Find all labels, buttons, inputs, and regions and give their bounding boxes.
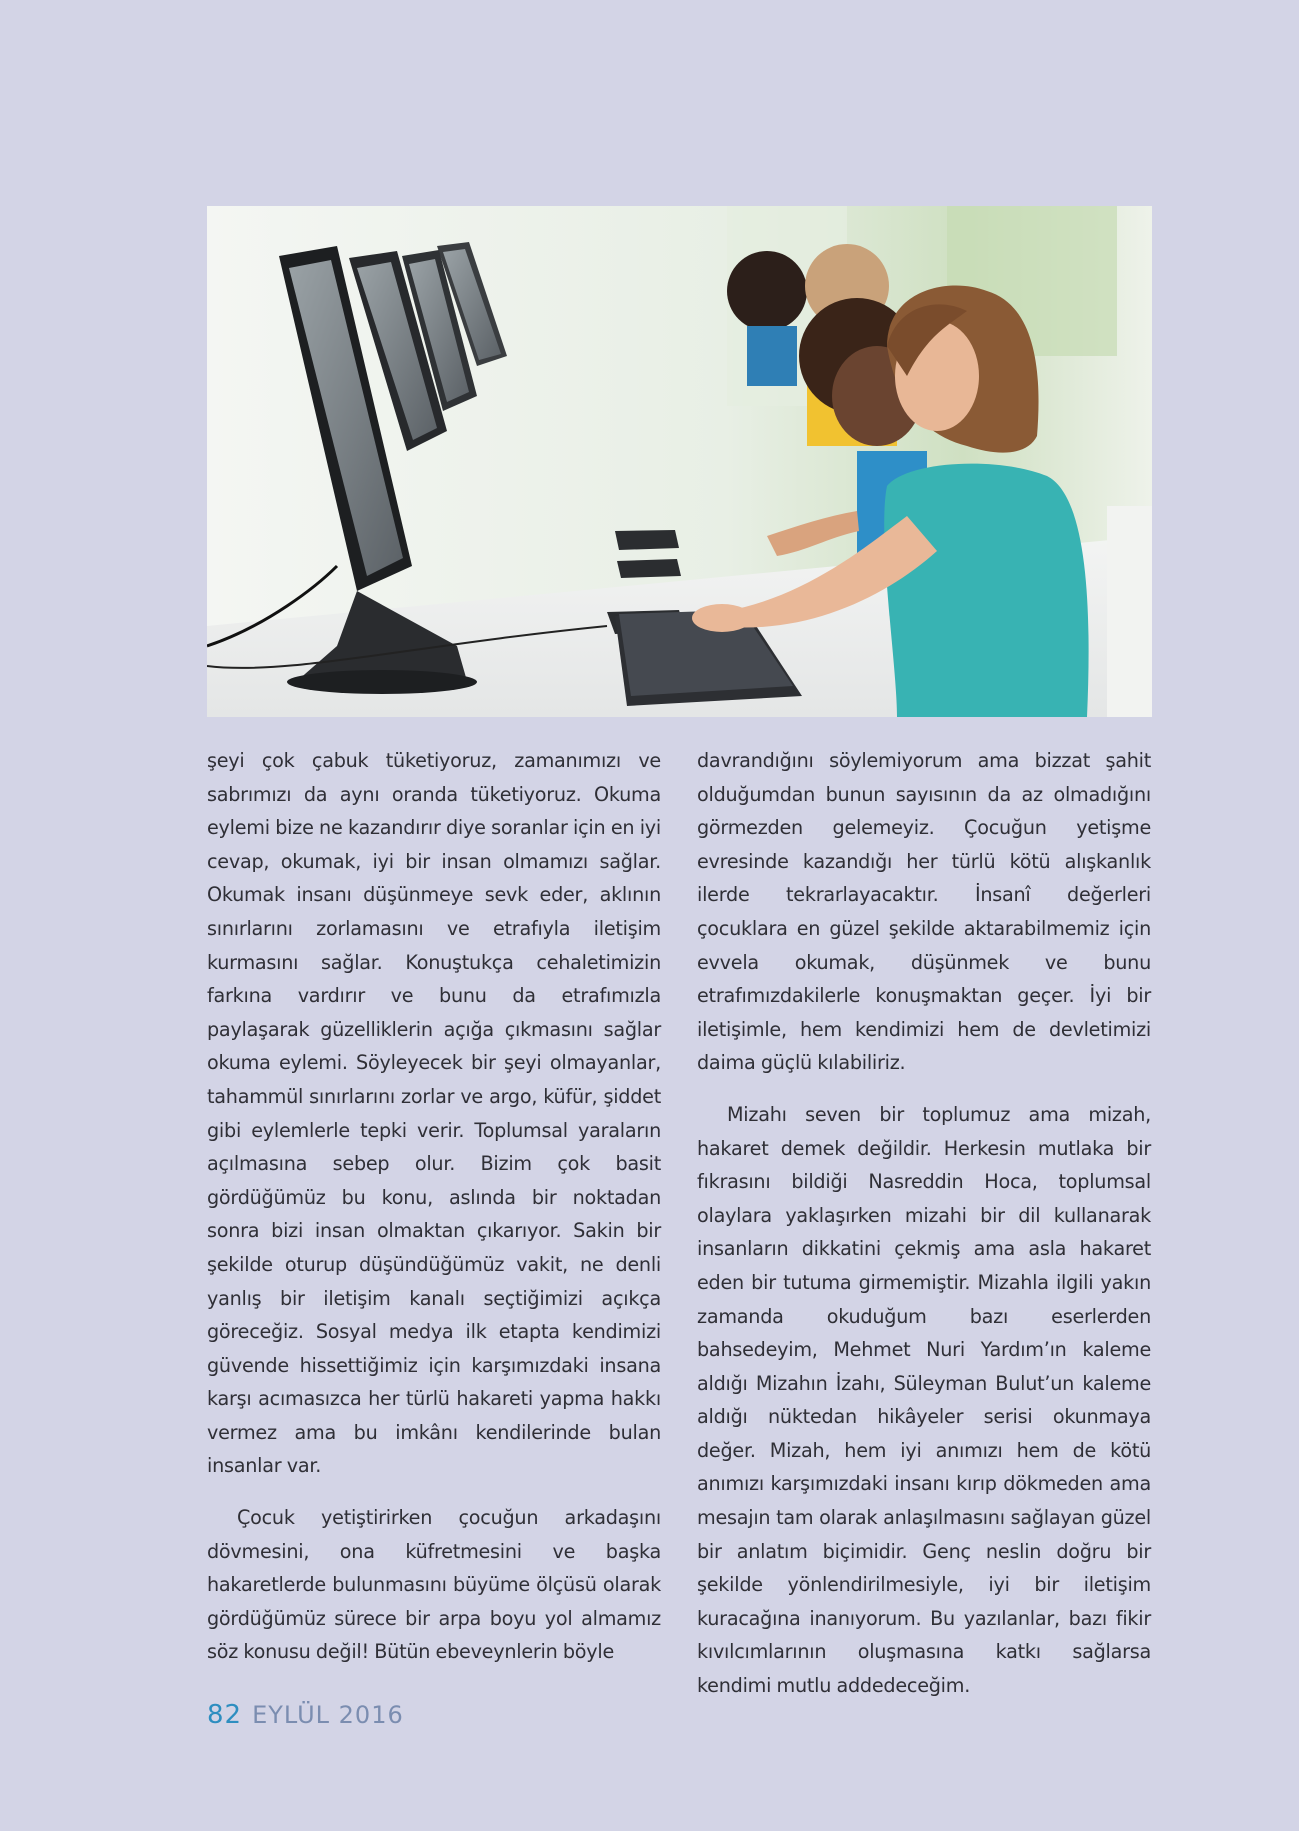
issue-date: EYLÜL 2016 — [252, 1701, 404, 1729]
children-at-computers-photo — [207, 206, 1152, 717]
article-column-right — [697, 744, 1151, 1703]
paragraph: Çocuk yetiştirirken çocuğun arkadaşını dövmesini, ona küfretmesini ve başka hakaretlerde bulunmasını büyüme ölçüsü olarak gördüğümüz sürece bir arpa boyu yol almamız söz konusu değil! Bütün ebeveynlerin böyle — [207, 1506, 661, 1664]
paragraph: davrandığını söylemiyorum ama bizzat şahit olduğumdan bunun sayısının da az olmadığını görmezden gelemeyiz. Çocuğun yetişme evresinde kazandığı her türlü kötü alışkanlık ilerde tekrarlayacaktır. İnsanî değerleri çocuklara en güzel şekilde aktarabilmemiz için evvela okumak, düşünmek ve bunu etrafımızdakilerle konuşmaktan geçer. İyi bir iletişimle, hem kendimizi hem de devletimizi daima güçlü kılabiliriz. — [697, 749, 1151, 1075]
article-column-left — [207, 744, 661, 1669]
paragraph: şeyi çok çabuk tüketiyoruz, zamanımızı ve sabrımızı da aynı oranda tüketiyoruz. Okuma eylemi bize ne kazandırır diye soranlar için en iyi cevap, okumak, iyi bir insan olmamızı sağlar. Okumak insanı düşünmeye sevk eder, aklının sınırlarını zorlamasını ve etrafıyla iletişim kurmasını sağlar. Konuştukça cehaletimizin farkına vardırır ve bunu da etrafımızla paylaşarak güzelliklerin açığa çıkmasını sağlar okuma eylemi. Söyleyecek bir şeyi olmayanlar, tahammül sınırlarını zorlar ve argo, küfür, şiddet gibi eylemlerle tepki verir. Toplumsal yaraların açılmasına sebep olur. Bizim çok basit gördüğümüz bu konu, aslında bir noktadan sonra bizi insan olmaktan çıkarıyor. Sakin bir şekilde oturup düşündüğümüz vakit, ne denli yanlış bir iletişim kanalı seçtiğimizi açıkça göreceğiz. Sosyal medya ilk etapta kendimizi güvende hissettiğimiz için karşımızdaki insana karşı acımasızca her türlü hakareti yapma hakkı vermez ama bu imkânı kendilerinde bulan insanlar var. — [207, 749, 661, 1478]
page-footer — [207, 1700, 404, 1730]
paragraph: Mizahı seven bir toplumuz ama mizah, hakaret demek değildir. Herkesin mutlaka bir fıkrasını bildiği Nasreddin Hoca, toplumsal olaylara yaklaşırken mizahi bir dil kullanarak insanların dikkatini çekmiş ama asla hakaret eden bir tutuma girmemiştir. Mizahla ilgili yakın zamanda okuduğum bazı eserlerden bahsedeyim, Mehmet Nuri Yardım’ın kaleme aldığı Mizahın İzahı, Süleyman Bulut’un kaleme aldığı nüktedan hikâyeler serisi okunmaya değer. Mizah, hem iyi anımızı hem de kötü anımızı karşımızdaki insanı kırıp dökmeden ama mesajın tam olarak anlaşılmasını sağlayan güzel bir anlatım biçimidir. Genç neslin doğru bir şekilde yönlendirilmesiyle, iyi bir iletişim kuracağına inanıyorum. Bu yazılanlar, bazı fikir kıvılcımlarının oluşmasına katkı sağlarsa kendimi mutlu addedeceğim. — [697, 1102, 1151, 1698]
page-number: 82 — [207, 1700, 243, 1730]
